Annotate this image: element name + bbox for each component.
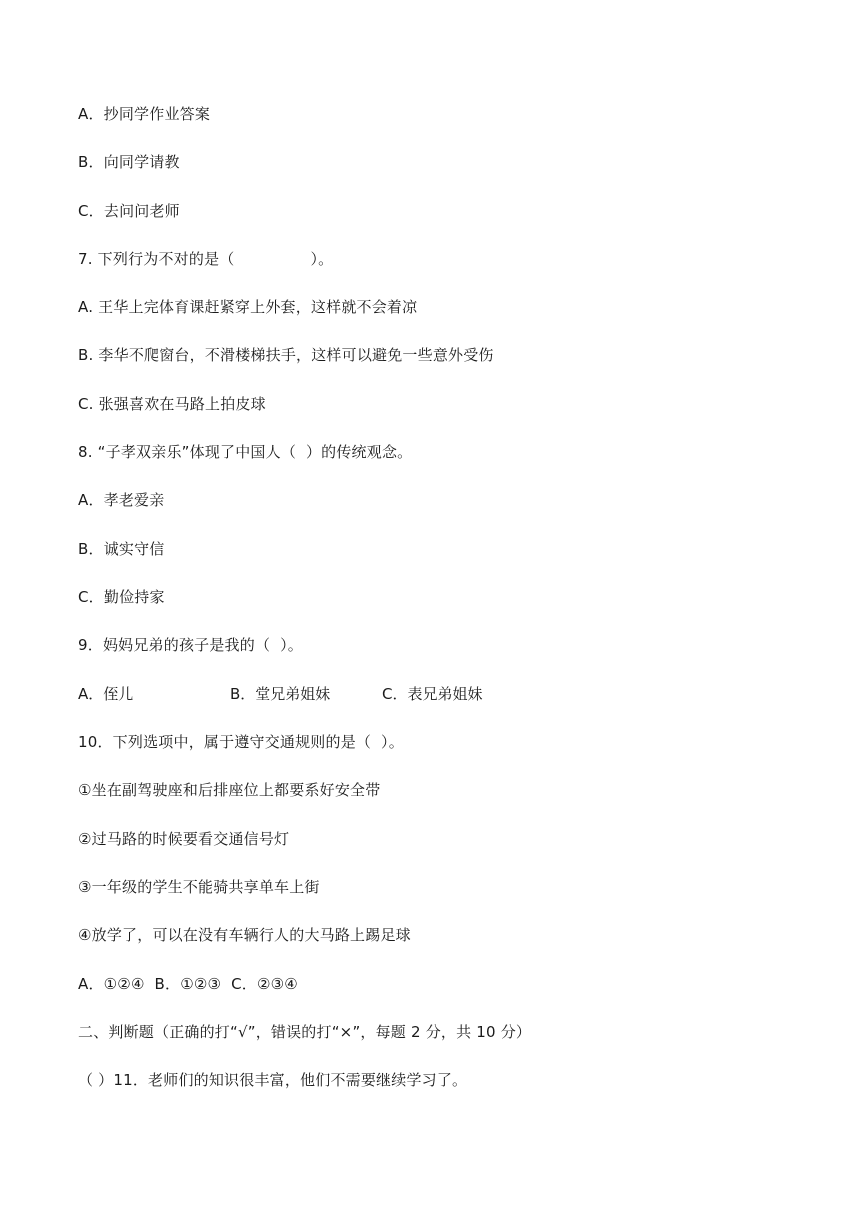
q9-option-c: C．表兄弟姐妹 [382,685,483,703]
q9-option-a: A．侄儿 [78,685,134,703]
q10-statement-1: ①坐在副驾驶座和后排座位上都要系好安全带 [78,781,381,799]
q9-options-row [78,684,678,704]
q8-option-b: B．诚实守信 [78,540,165,558]
q7-question: 7. 下列行为不对的是（ ）。 [78,250,334,268]
q7-option-c: C. 张强喜欢在马路上拍皮球 [78,395,266,413]
section-two-heading: 二、判断题（正确的打“√”，错误的打“×”，每题 2 分，共 10 分） [78,1023,532,1041]
q6-option-a: A．抄同学作业答案 [78,105,211,123]
q10-question: 10．下列选项中，属于遵守交通规则的是（ ）。 [78,733,404,751]
q10-statement-4: ④放学了，可以在没有车辆行人的大马路上踢足球 [78,926,411,944]
q6-option-b: B．向同学请教 [78,153,180,171]
q7-option-b: B. 李华不爬窗台，不滑楼梯扶手，这样可以避免一些意外受伤 [78,346,494,364]
q9-option-b: B．堂兄弟姐妹 [230,685,331,703]
q10-options: A．①②④ B．①②③ C．②③④ [78,975,298,993]
q8-question: 8. “子孝双亲乐”体现了中国人（ ）的传统观念。 [78,443,413,461]
q9-question: 9．妈妈兄弟的孩子是我的（ ）。 [78,636,303,654]
q8-option-a: A．孝老爱亲 [78,491,165,509]
q8-option-c: C．勤俭持家 [78,588,165,606]
q6-option-c: C．去问问老师 [78,202,180,220]
q10-statement-3: ③一年级的学生不能骑共享单车上街 [78,878,320,896]
q10-statement-2: ②过马路的时候要看交通信号灯 [78,830,290,848]
q11-statement: （ ）11．老师们的知识很丰富，他们不需要继续学习了。 [78,1071,468,1089]
q7-option-a: A. 王华上完体育课赶紧穿上外套，这样就不会着凉 [78,298,418,316]
